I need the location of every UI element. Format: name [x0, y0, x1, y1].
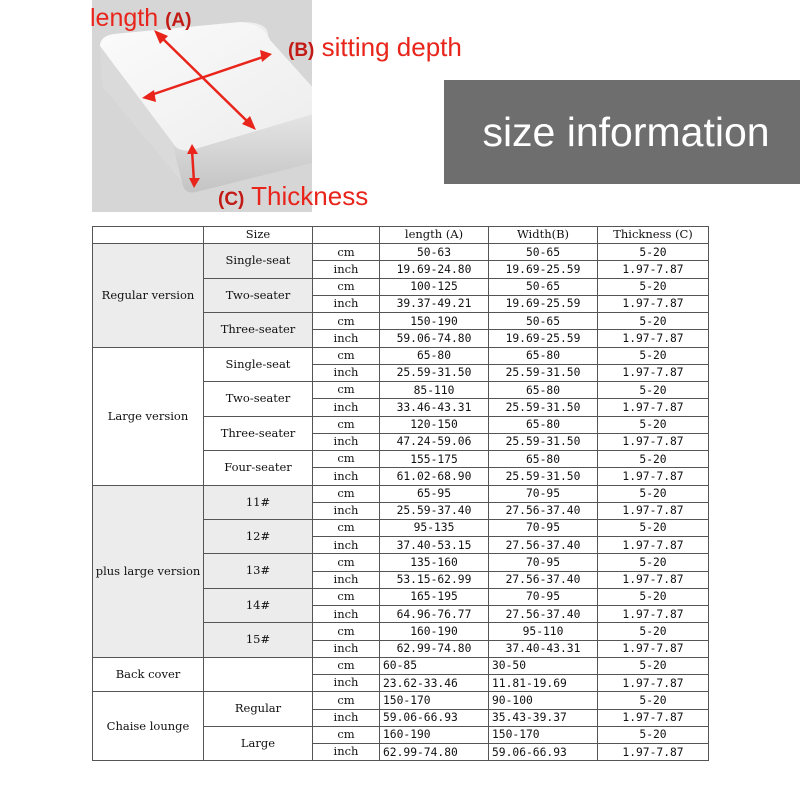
- unit-cell: cm: [313, 554, 380, 571]
- width-cell: 70-95: [489, 554, 598, 571]
- table-row: [93, 347, 709, 364]
- width-cell: 25.59-31.50: [489, 433, 598, 450]
- unit-cell: inch: [313, 606, 380, 623]
- thickness-cell: 5-20: [598, 485, 709, 502]
- length-cell: 23.62-33.46: [380, 675, 489, 692]
- unit-cell: inch: [313, 709, 380, 726]
- length-cell: 160-190: [380, 726, 489, 743]
- width-cell: 95-110: [489, 623, 598, 640]
- unit-cell: cm: [313, 278, 380, 295]
- width-cell: 70-95: [489, 588, 598, 605]
- size-name: 12#: [204, 519, 313, 553]
- size-name: 11#: [204, 485, 313, 519]
- unit-cell: inch: [313, 468, 380, 485]
- thickness-cell: 5-20: [598, 416, 709, 433]
- unit-cell: cm: [313, 416, 380, 433]
- width-cell: 50-65: [489, 313, 598, 330]
- size-table-body: [93, 227, 709, 761]
- length-cell: 25.59-37.40: [380, 502, 489, 519]
- unit-cell: cm: [313, 657, 380, 674]
- width-cell: 90-100: [489, 692, 598, 709]
- length-cell: 47.24-59.06: [380, 433, 489, 450]
- length-cell: 59.06-66.93: [380, 709, 489, 726]
- width-cell: 11.81-19.69: [489, 675, 598, 692]
- width-cell: 25.59-31.50: [489, 468, 598, 485]
- width-cell: 70-95: [489, 485, 598, 502]
- length-cell: 95-135: [380, 519, 489, 536]
- header-unit: [313, 227, 380, 244]
- depth-label-text: sitting depth: [321, 32, 462, 62]
- unit-cell: cm: [313, 347, 380, 364]
- length-cell: 100-125: [380, 278, 489, 295]
- length-cell: 150-190: [380, 313, 489, 330]
- size-name: Regular: [204, 692, 313, 726]
- size-name: Two-seater: [204, 382, 313, 416]
- size-name: 14#: [204, 588, 313, 622]
- unit-cell: inch: [313, 675, 380, 692]
- width-cell: 50-65: [489, 244, 598, 261]
- unit-cell: cm: [313, 519, 380, 536]
- banner-text: size information: [482, 108, 770, 155]
- size-name: 15#: [204, 623, 313, 657]
- group-name: Regular version: [93, 244, 204, 347]
- size-name: Single-seat: [204, 347, 313, 381]
- unit-cell: cm: [313, 485, 380, 502]
- unit-cell: cm: [313, 692, 380, 709]
- length-cell: 61.02-68.90: [380, 468, 489, 485]
- unit-cell: inch: [313, 364, 380, 381]
- length-cell: 150-170: [380, 692, 489, 709]
- width-cell: 30-50: [489, 657, 598, 674]
- size-name: Two-seater: [204, 278, 313, 312]
- thickness-cell: 1.97-7.87: [598, 640, 709, 657]
- length-label: [90, 6, 191, 31]
- group-name: Back cover: [93, 657, 204, 691]
- table-header-row: [93, 227, 709, 244]
- unit-cell: inch: [313, 330, 380, 347]
- thickness-cell: 5-20: [598, 347, 709, 364]
- length-cell: 25.59-31.50: [380, 364, 489, 381]
- thickness-cell: 5-20: [598, 692, 709, 709]
- thickness-code: (C): [218, 189, 245, 210]
- thickness-cell: 5-20: [598, 278, 709, 295]
- width-cell: 27.56-37.40: [489, 537, 598, 554]
- unit-cell: cm: [313, 726, 380, 743]
- width-cell: 59.06-66.93: [489, 744, 598, 761]
- thickness-cell: 1.97-7.87: [598, 744, 709, 761]
- thickness-cell: 5-20: [598, 657, 709, 674]
- size-name: Four-seater: [204, 451, 313, 485]
- thickness-cell: 5-20: [598, 519, 709, 536]
- group-name: Chaise lounge: [93, 692, 204, 761]
- thickness-label: [218, 183, 368, 209]
- width-cell: 150-170: [489, 726, 598, 743]
- header-width: Width(B): [489, 227, 598, 244]
- length-cell: 39.37-49.21: [380, 295, 489, 312]
- thickness-cell: 1.97-7.87: [598, 295, 709, 312]
- thickness-cell: 5-20: [598, 726, 709, 743]
- length-cell: 135-160: [380, 554, 489, 571]
- width-cell: 25.59-31.50: [489, 399, 598, 416]
- sitting-depth-label: [288, 34, 462, 60]
- header-length: length (A): [380, 227, 489, 244]
- thickness-cell: 5-20: [598, 382, 709, 399]
- thickness-cell: 5-20: [598, 554, 709, 571]
- size-name: 13#: [204, 554, 313, 588]
- table-row: [93, 657, 709, 674]
- width-cell: 65-80: [489, 451, 598, 468]
- length-cell: 50-63: [380, 244, 489, 261]
- width-cell: 25.59-31.50: [489, 364, 598, 381]
- thickness-cell: 5-20: [598, 244, 709, 261]
- size-name: Large: [204, 726, 313, 760]
- thickness-cell: 1.97-7.87: [598, 364, 709, 381]
- length-cell: 65-80: [380, 347, 489, 364]
- size-name: Three-seater: [204, 416, 313, 450]
- length-cell: 165-195: [380, 588, 489, 605]
- thickness-cell: 1.97-7.87: [598, 606, 709, 623]
- width-cell: 27.56-37.40: [489, 606, 598, 623]
- table-row: [93, 244, 709, 261]
- thickness-cell: 1.97-7.87: [598, 502, 709, 519]
- unit-cell: inch: [313, 537, 380, 554]
- header-size: Size: [204, 227, 313, 244]
- length-cell: 62.99-74.80: [380, 640, 489, 657]
- header-blank: [93, 227, 204, 244]
- size-table: [92, 226, 709, 761]
- unit-cell: cm: [313, 382, 380, 399]
- length-cell: 62.99-74.80: [380, 744, 489, 761]
- thickness-cell: 5-20: [598, 451, 709, 468]
- thickness-cell: 1.97-7.87: [598, 399, 709, 416]
- unit-cell: cm: [313, 588, 380, 605]
- depth-code: (B): [288, 40, 315, 61]
- width-cell: 65-80: [489, 416, 598, 433]
- unit-cell: inch: [313, 502, 380, 519]
- thickness-cell: 1.97-7.87: [598, 468, 709, 485]
- thickness-cell: 1.97-7.87: [598, 261, 709, 278]
- thickness-label-text: Thickness: [251, 181, 369, 211]
- length-cell: 53.15-62.99: [380, 571, 489, 588]
- width-cell: 27.56-37.40: [489, 571, 598, 588]
- unit-cell: inch: [313, 640, 380, 657]
- length-label-text: length: [90, 4, 159, 32]
- table-row: [93, 485, 709, 502]
- width-cell: 50-65: [489, 278, 598, 295]
- unit-cell: cm: [313, 623, 380, 640]
- length-cell: 19.69-24.80: [380, 261, 489, 278]
- width-cell: 27.56-37.40: [489, 502, 598, 519]
- size-name: [204, 657, 313, 691]
- length-cell: 60-85: [380, 657, 489, 674]
- size-name: Three-seater: [204, 313, 313, 347]
- length-cell: 155-175: [380, 451, 489, 468]
- thickness-cell: 1.97-7.87: [598, 433, 709, 450]
- size-information-banner: [444, 80, 800, 184]
- unit-cell: inch: [313, 261, 380, 278]
- width-cell: 19.69-25.59: [489, 261, 598, 278]
- length-cell: 64.96-76.77: [380, 606, 489, 623]
- thickness-cell: 5-20: [598, 313, 709, 330]
- table-row: [93, 692, 709, 709]
- width-cell: 19.69-25.59: [489, 330, 598, 347]
- thickness-cell: 5-20: [598, 623, 709, 640]
- length-cell: 59.06-74.80: [380, 330, 489, 347]
- length-cell: 160-190: [380, 623, 489, 640]
- unit-cell: inch: [313, 433, 380, 450]
- width-cell: 65-80: [489, 347, 598, 364]
- length-cell: 85-110: [380, 382, 489, 399]
- width-cell: 35.43-39.37: [489, 709, 598, 726]
- width-cell: 37.40-43.31: [489, 640, 598, 657]
- unit-cell: inch: [313, 744, 380, 761]
- length-cell: 65-95: [380, 485, 489, 502]
- thickness-cell: 1.97-7.87: [598, 709, 709, 726]
- length-cell: 120-150: [380, 416, 489, 433]
- thickness-cell: 5-20: [598, 588, 709, 605]
- unit-cell: inch: [313, 571, 380, 588]
- unit-cell: inch: [313, 399, 380, 416]
- unit-cell: inch: [313, 295, 380, 312]
- thickness-cell: 1.97-7.87: [598, 330, 709, 347]
- size-name: Single-seat: [204, 244, 313, 278]
- width-cell: 70-95: [489, 519, 598, 536]
- group-name: Large version: [93, 347, 204, 485]
- group-name: plus large version: [93, 485, 204, 657]
- thickness-cell: 1.97-7.87: [598, 571, 709, 588]
- width-cell: 65-80: [489, 382, 598, 399]
- length-cell: 33.46-43.31: [380, 399, 489, 416]
- unit-cell: cm: [313, 313, 380, 330]
- thickness-cell: 1.97-7.87: [598, 675, 709, 692]
- length-cell: 37.40-53.15: [380, 537, 489, 554]
- header-thickness: Thickness (C): [598, 227, 709, 244]
- unit-cell: cm: [313, 451, 380, 468]
- thickness-cell: 1.97-7.87: [598, 537, 709, 554]
- width-cell: 19.69-25.59: [489, 295, 598, 312]
- unit-cell: cm: [313, 244, 380, 261]
- length-code: (A): [165, 10, 192, 31]
